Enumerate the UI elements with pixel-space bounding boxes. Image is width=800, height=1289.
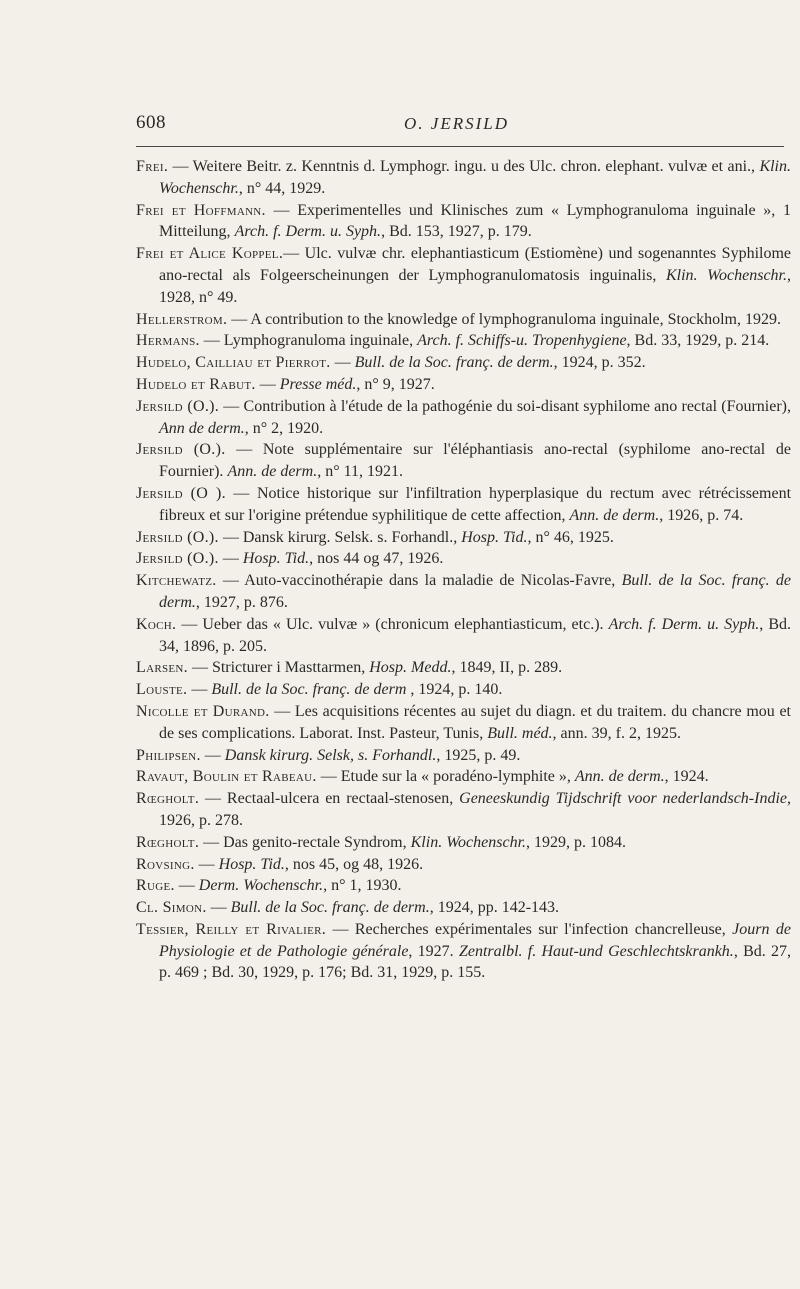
reference-details: , 1927, p. 876. [195,593,288,611]
reference-details: , n° 9, 1927. [356,375,435,393]
reference-text: — Etude sur la « poradéno-lymphite », [316,768,575,786]
reference-journal: Derm. Wochenschr. [198,877,324,895]
reference-entry [136,701,791,745]
reference-authors: Nicolle et Durand. [136,702,270,720]
page-number: 608 [136,112,166,133]
reference-authors: Louste. [136,681,188,699]
reference-journal: Arch. f. Derm. u. Syph. [608,615,760,633]
reference-details: , Bd. 153, 1927, p. 179. [381,223,532,241]
running-head: O. JERSILD [404,114,509,133]
reference-journal: Journ de Physiologie et de Pathologie générale [159,920,791,960]
reference-details: , 1849, II, p. 289. [451,659,563,677]
reference-entry [136,766,791,788]
reference-entry [136,614,791,658]
reference-details: , 1924, pp. 142-143. [429,899,560,917]
reference-details: , 1924, p. 140. [406,681,503,699]
reference-text: — Auto-vaccinothérapie dans la maladie de Nicolas-Favre, [216,572,622,590]
reference-authors: Ruge. [136,877,175,895]
reference-journal: Arch. f. Schiffs-u. Tropenhygiene [417,332,627,350]
reference-entry [136,788,791,832]
reference-journal: Bull. de la Soc. franç. de derm. [230,899,430,917]
reference-entry [136,352,791,374]
reference-entry [136,657,791,679]
reference-entry [136,679,791,701]
reference-details: , 1926, p. 74. [659,506,744,524]
reference-details: , 1926, p. 278. [159,790,791,829]
reference-journal: Bull. de la Soc. franç. de derm. [354,354,554,372]
reference-entry [136,527,791,549]
reference-journal: Ann de derm. [159,419,245,437]
reference-authors: Hellerstrom. [136,310,228,328]
reference-authors: Larsen. [136,659,188,677]
reference-journal: Bull. de la Soc. franç. de derm. [159,572,792,611]
reference-journal: Klin. Wochenschr. [665,266,787,284]
reference-details: , nos 44 og 47, 1926. [309,550,444,568]
reference-authors: Koch. [136,615,177,633]
reference-details: , n° 2, 1920. [244,419,324,437]
reference-text: — Dansk kirurg. Selsk. s. Forhandl., [218,528,462,546]
reference-authors: Rœgholt. [136,833,200,851]
reference-authors: Tessier, Reilly et Rivalier. [136,920,327,938]
reference-authors: Jersild (O.). [136,397,220,415]
reference-journal: Bull. méd. [487,724,553,742]
reference-journal: Zentralbl. f. Haut-und Geschlechtskrankh. [458,942,734,960]
reference-authors: Frei et Alice Koppel. [136,245,284,263]
reference-entry [136,854,791,876]
reference-authors: Kitchewatz. [136,572,217,590]
reference-text: — Note supplémentaire sur l'éléphantiasis ano-rectal (syphilome ano-rectal de Fournier). [159,441,791,481]
reference-text: — [255,375,280,393]
reference-details: , nos 45, og 48, 1926. [284,855,424,873]
reference-authors: Cl. Simon. [136,899,207,917]
reference-journal: Ann. de derm. [569,506,660,524]
reference-text: — [330,354,355,372]
reference-details: , Bd. 27, p. 469 ; Bd. 30, 1929, p. 176; Bd. 31, 1929, p. 155. [159,942,792,982]
header-rule [136,146,784,147]
reference-entry [136,439,791,483]
reference-journal: Arch. f. Derm. u. Syph. [234,223,382,241]
reference-entry [136,200,791,244]
reference-entry [136,374,791,396]
reference-text: — Stricturer i Masttarmen, [187,659,370,677]
reference-text: — A contribution to the knowledge of lymphogranuloma inguinale, Stockholm, 1929. [227,310,781,328]
reference-text: — [200,746,225,764]
reference-journal: Hosp. Tid. [461,528,528,546]
reference-details: , n° 46, 1925. [527,528,614,546]
reference-details: , 1929, p. 1084. [526,833,627,851]
reference-text: — [206,899,231,917]
reference-details: , 1928, n° 49. [159,266,791,306]
reference-details: , 1924, p. 352. [553,354,646,372]
reference-entry [136,309,791,331]
reference-entry [136,832,791,854]
reference-authors: Hudelo, Cailliau et Pierrot. [136,354,331,372]
reference-entry [136,875,791,897]
reference-entry [136,396,791,440]
reference-entry [136,243,791,308]
reference-details: , Bd. 34, 1896, p. 205. [159,615,792,655]
reference-text: — [187,681,212,699]
reference-entry [136,548,791,570]
reference-text: — Lymphogranuloma inguinale, [199,332,418,350]
reference-authors: Ravaut, Boulin et Rabeau. [136,768,317,786]
reference-authors: Jersild (O.). [136,441,226,459]
reference-authors: Rœgholt. [136,790,200,808]
reference-details: , n° 44, 1929. [238,179,326,197]
reference-text: — Les acquisitions récentes au sujet du diagn. et du traitem. du chancre mou et de ses complications. Laborat. Inst. Pasteur, Tunis, [159,702,791,742]
reference-text: — Rectaal-ulcera en rectaal-stenosen, [199,790,460,808]
reference-journal: Hosp. Medd. [369,659,452,677]
reference-authors: Jersild (O.). [136,528,219,546]
reference-text: — Notice historique sur l'infiltration hyperplasique du rectum avec rétrécissement fibreux et sur l'origine prétendue syphilitique de cette affection, [159,484,792,524]
reference-journal: Bull. de la Soc. franç. de derm [211,681,407,699]
reference-text: — Weitere Beitr. z. Kenntnis d. Lymphogr. ingu. u des Ulc. chron. elephant. vulvæ et ani., [168,158,760,175]
reference-text: — Ulc. vulvæ chr. elephantiasticum (Estiomène) und sogenanntes Syphilome ano-rectal als Folgeerscheinungen der Lymphogranulomatosis inguinalis, [159,245,792,284]
reference-details: , 1924. [664,768,709,786]
reference-entry [136,156,791,200]
reference-journal: Ann. de derm. [574,768,665,786]
reference-text: — [174,877,199,895]
reference-text: — Contribution à l'étude de la pathogénie du soi-disant syphilome ano rectal (Fournier), [219,397,792,415]
reference-authors: Rovsing. [136,855,195,873]
reference-details: , n° 11, 1921. [317,463,404,481]
reference-journal: Presse méd. [279,375,357,393]
reference-details: , ann. 39, f. 2, 1925. [552,724,681,742]
reference-entry [136,570,791,614]
reference-details: , 1927. [408,942,459,960]
reference-authors: Jersild (O ). [136,484,226,502]
reference-entry [136,897,791,919]
reference-entry [136,330,791,352]
reference-authors: Frei et Hoffmann. [136,201,266,219]
reference-journal: Klin. Wochenschr. [410,833,527,851]
reference-journal: Klin. Wochenschr. [159,158,791,197]
reference-journal: Hosp. Tid. [218,855,285,873]
page-header [0,112,800,142]
reference-journal: Dansk kirurg. Selsk, s. Forhandl. [224,746,437,764]
reference-details: , 1925, p. 49. [436,746,521,764]
reference-text: — [218,550,243,568]
reference-entry [136,919,791,984]
reference-details: , n° 1, 1930. [323,877,402,895]
reference-journal: Ann. de derm. [227,463,318,481]
reference-authors: Hermans. [136,332,200,350]
reference-entry [136,483,791,527]
reference-authors: Jersild (O.). [136,550,219,568]
reference-text: — [194,855,219,873]
reference-authors: Philipsen. [136,746,201,764]
reference-entry [136,745,791,767]
reference-text: — Das genito-rectale Syndrom, [199,833,411,851]
reference-authors: Hudelo et Rabut. [136,375,256,393]
reference-journal: Geneeskundig Tijdschrift voor nederlandsch-Indie [459,790,787,808]
reference-text: — Experimentelles und Klinisches zum « Lymphogranuloma inguinale », 1 Mitteilung, [159,201,791,241]
reference-journal: Hosp. Tid. [242,550,310,568]
reference-list [136,156,791,984]
reference-text: — Recherches expérimentales sur l'infection chancrelleuse, [326,920,733,938]
reference-details: , Bd. 33, 1929, p. 214. [626,332,770,350]
reference-text: — Ueber das « Ulc. vulvæ » (chronicum elephantiasticum, etc.). [176,615,609,633]
reference-authors: Frei. [136,158,169,175]
